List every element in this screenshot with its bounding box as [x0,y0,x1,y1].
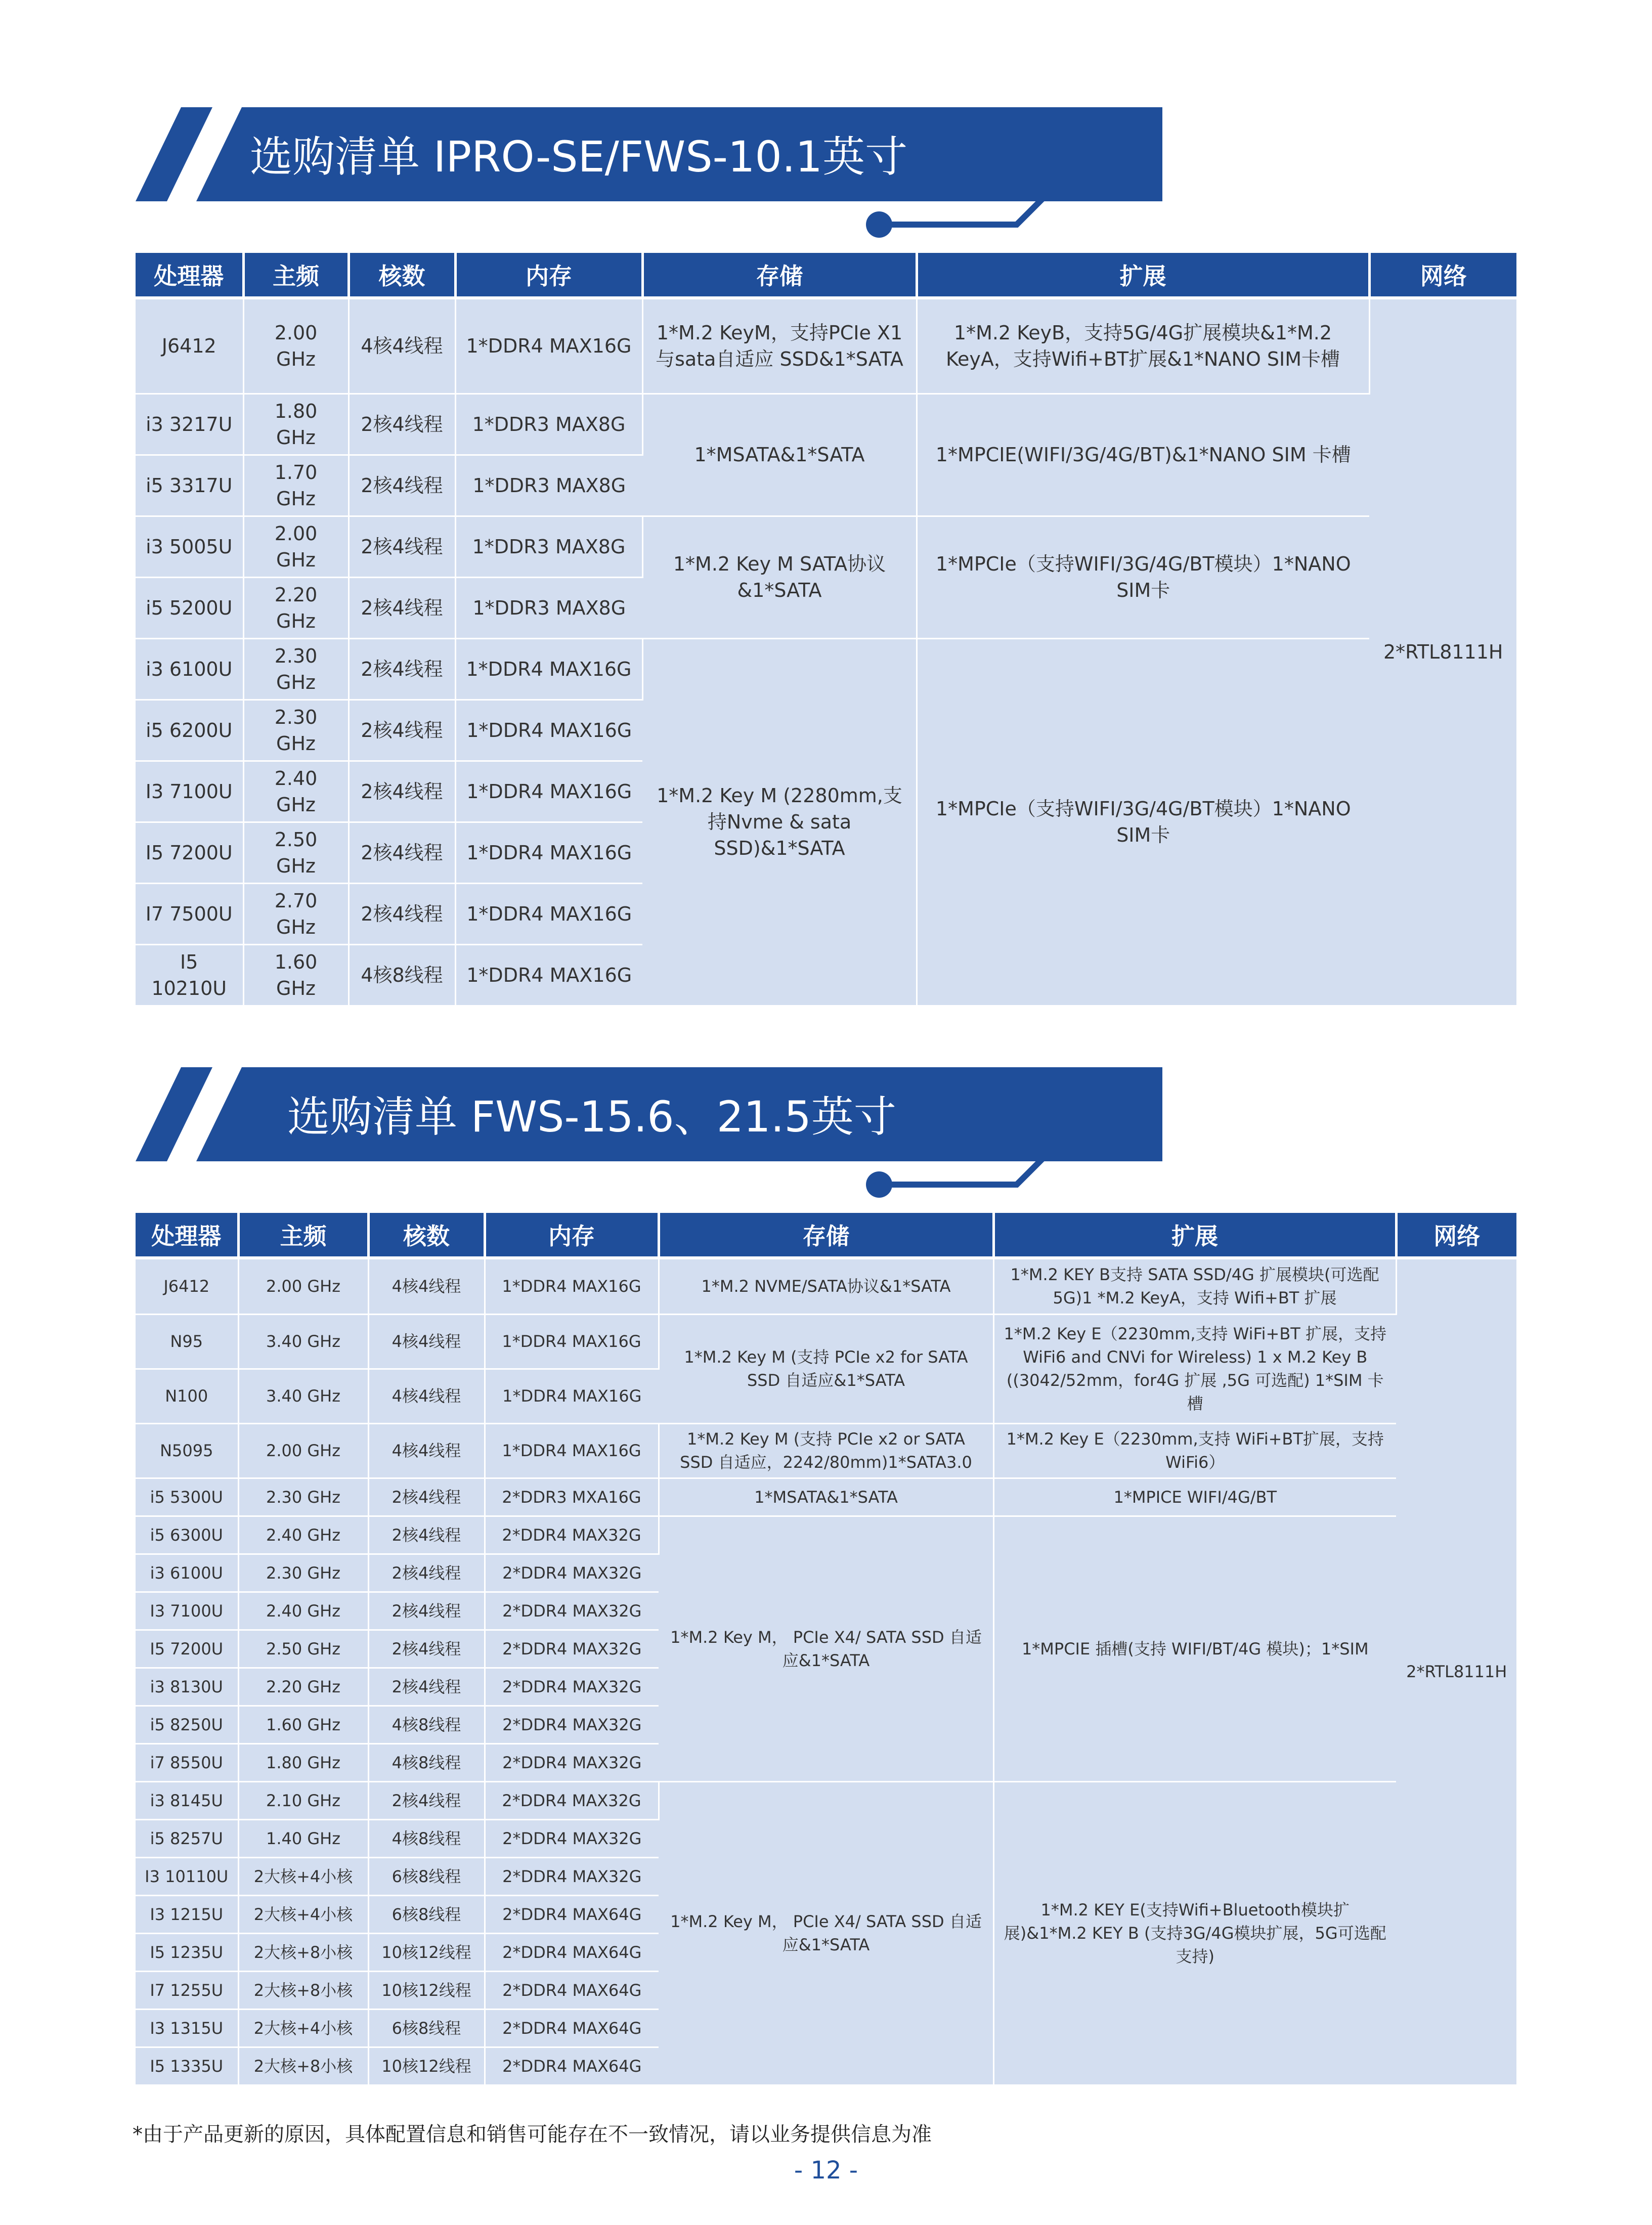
memory-cell: 1*DDR3 MAX8G [455,577,642,638]
header-memory: 内存 [455,253,642,296]
memory-cell: 2*DDR4 MAX64G [485,1933,659,1971]
storage-cell: 1*M.2 Key M (2280mm,支持Nvme & sata SSD)&1*SATA [642,638,917,1006]
cpu-cell: i3 3217U [136,394,243,455]
memory-cell: 1*DDR4 MAX16G [485,1369,659,1423]
memory-cell: 1*DDR4 MAX16G [485,1314,659,1369]
memory-cell: 2*DDR4 MAX32G [485,1554,659,1592]
cores-cell: 2核4线程 [368,1630,485,1668]
frequency-cell: 2.20 GHz [243,577,349,638]
frequency-cell: 2.40 GHz [243,761,349,822]
expansion-cell: 1*M.2 KEY E(支持Wifi+Bluetooth模块扩展)&1*M.2 KEY B (支持3G/4G模块扩展，5G可选配支持) [993,1781,1396,2085]
table-row [136,1423,1516,1478]
memory-cell: 2*DDR3 MXA16G [485,1478,659,1516]
table-row [136,1259,1516,1314]
cores-cell: 6核8线程 [368,1895,485,1933]
table-header-row [136,1213,1516,1256]
cpu-cell: i3 8145U [136,1781,238,1819]
memory-cell: 1*DDR4 MAX16G [455,761,642,822]
memory-cell: 1*DDR4 MAX16G [455,944,642,1006]
cores-cell: 2核4线程 [349,761,455,822]
header-cpu: 处理器 [136,253,243,296]
header-expansion: 扩展 [993,1213,1396,1256]
header-memory: 内存 [485,1213,659,1256]
frequency-cell: 2.40 GHz [238,1516,368,1554]
frequency-cell: 2.00 GHz [238,1259,368,1314]
memory-cell: 1*DDR4 MAX16G [455,299,642,394]
header-expansion: 扩展 [917,253,1369,296]
frequency-cell: 2.00 GHz [238,1423,368,1478]
table-row [136,638,1516,700]
footnote: *由于产品更新的原因，具体配置信息和销售可能存在不一致情况，请以业务提供信息为准 [133,2123,932,2146]
section1-title: 选购清单 IPRO-SE/FWS-10.1英寸 [250,132,907,182]
expansion-cell: 1*M.2 KEY B支持 SATA SSD/4G 扩展模块(可选配5G)1 *M.2 KeyA，支持 Wifi+BT 扩展 [993,1259,1396,1314]
cpu-cell: i5 5200U [136,577,243,638]
memory-cell: 1*DDR3 MAX8G [455,516,642,577]
expansion-cell: 1*MPCIe（支持WIFI/3G/4G/BT模块）1*NANO SIM卡 [917,516,1369,638]
storage-cell: 1*MSATA&1*SATA [642,394,917,516]
frequency-cell: 2大核+8小核 [238,2047,368,2085]
cores-cell: 2核4线程 [368,1668,485,1706]
header-frequency: 主频 [238,1213,368,1256]
section2-table [136,1213,1516,2086]
cores-cell: 2核4线程 [368,1554,485,1592]
storage-cell: 1*M.2 Key M (支持 PCIe x2 for SATA SSD 自适应&1*SATA [659,1314,993,1423]
memory-cell: 2*DDR4 MAX64G [485,1971,659,2009]
memory-cell: 1*DDR4 MAX16G [455,700,642,761]
cores-cell: 10核12线程 [368,1971,485,2009]
header-storage: 存储 [642,253,917,296]
header-cores: 核数 [368,1213,485,1256]
memory-cell: 2*DDR4 MAX32G [485,1819,659,1857]
memory-cell: 2*DDR4 MAX64G [485,2047,659,2085]
table-row [136,516,1516,577]
cores-cell: 4核8线程 [349,944,455,1006]
expansion-cell: 1*MPCIE(WIFI/3G/4G/BT)&1*NANO SIM 卡槽 [917,394,1369,516]
cores-cell: 10核12线程 [368,1933,485,1971]
cores-cell: 2核4线程 [368,1478,485,1516]
memory-cell: 2*DDR4 MAX32G [485,1516,659,1554]
expansion-cell: 1*MPICE WIFI/4G/BT [993,1478,1396,1516]
frequency-cell: 2大核+8小核 [238,1933,368,1971]
cpu-cell: i5 8250U [136,1706,238,1743]
cores-cell: 4核4线程 [368,1259,485,1314]
frequency-cell: 1.80 GHz [238,1743,368,1781]
page-number: - 12 - [794,2156,858,2185]
frequency-cell: 2.50 GHz [243,822,349,883]
cpu-cell: i3 8130U [136,1668,238,1706]
memory-cell: 2*DDR4 MAX64G [485,2009,659,2047]
storage-cell: 1*M.2 NVME/SATA协议&1*SATA [659,1259,993,1314]
table-row [136,1516,1516,1554]
cores-cell: 2核4线程 [349,455,455,516]
frequency-cell: 3.40 GHz [238,1369,368,1423]
cpu-cell: I5 1335U [136,2047,238,2085]
network-cell: 2*RTL8111H [1369,299,1516,1006]
frequency-cell: 2.30 GHz [238,1554,368,1592]
cores-cell: 2核4线程 [349,394,455,455]
cpu-cell: i5 3317U [136,455,243,516]
cpu-cell: N5095 [136,1423,238,1478]
header-cpu: 处理器 [136,1213,238,1256]
frequency-cell: 1.60 GHz [238,1706,368,1743]
cpu-cell: i3 5005U [136,516,243,577]
header-network: 网络 [1396,1213,1516,1256]
memory-cell: 2*DDR4 MAX32G [485,1781,659,1819]
cores-cell: 4核8线程 [368,1743,485,1781]
frequency-cell: 2.70 GHz [243,883,349,944]
cpu-cell: I7 7500U [136,883,243,944]
memory-cell: 1*DDR4 MAX16G [485,1259,659,1314]
cpu-cell: J6412 [136,299,243,394]
cpu-cell: J6412 [136,1259,238,1314]
storage-cell: 1*MSATA&1*SATA [659,1478,993,1516]
memory-cell: 2*DDR4 MAX64G [485,1895,659,1933]
cores-cell: 2核4线程 [349,883,455,944]
cores-cell: 2核4线程 [368,1781,485,1819]
table-row [136,299,1516,394]
cores-cell: 2核4线程 [368,1516,485,1554]
section1-table [136,253,1516,1007]
header-frequency: 主频 [243,253,349,296]
cores-cell: 6核8线程 [368,2009,485,2047]
memory-cell: 1*DDR3 MAX8G [455,394,642,455]
section2-title: 选购清单 FWS-15.6、21.5英寸 [287,1092,896,1142]
frequency-cell: 1.40 GHz [238,1819,368,1857]
storage-cell: 1*M.2 Key M， PCIe X4/ SATA SSD 自适应&1*SATA [659,1781,993,2085]
memory-cell: 2*DDR4 MAX32G [485,1706,659,1743]
memory-cell: 2*DDR4 MAX32G [485,1857,659,1895]
table-header-row [136,253,1516,296]
cpu-cell: i5 6200U [136,700,243,761]
cpu-cell: I5 7200U [136,822,243,883]
storage-cell: 1*M.2 Key M (支持 PCIe x2 or SATA SSD 自适应，2242/80mm)1*SATA3.0 [659,1423,993,1478]
cores-cell: 4核8线程 [368,1706,485,1743]
memory-cell: 1*DDR3 MAX8G [455,455,642,516]
cores-cell: 2核4线程 [349,822,455,883]
cpu-cell: I5 1235U [136,1933,238,1971]
frequency-cell: 2.00 GHz [243,299,349,394]
table-row [136,1314,1516,1369]
storage-cell: 1*M.2 Key M， PCIe X4/ SATA SSD 自适应&1*SATA [659,1516,993,1781]
table-row [136,394,1516,455]
expansion-cell: 1*MPCIE 插槽(支持 WIFI/BT/4G 模块)；1*SIM [993,1516,1396,1781]
memory-cell: 2*DDR4 MAX32G [485,1592,659,1630]
header-cores: 核数 [349,253,455,296]
memory-cell: 1*DDR4 MAX16G [455,883,642,944]
cores-cell: 10核12线程 [368,2047,485,2085]
cpu-cell: i5 8257U [136,1819,238,1857]
cores-cell: 4核4线程 [368,1423,485,1478]
memory-cell: 2*DDR4 MAX32G [485,1630,659,1668]
cpu-cell: I7 1255U [136,1971,238,2009]
frequency-cell: 1.60 GHz [243,944,349,1006]
frequency-cell: 2.10 GHz [238,1781,368,1819]
storage-cell: 1*M.2 KeyM，支持PCIe X1与sata自适应 SSD&1*SATA [642,299,917,394]
cpu-cell: N100 [136,1369,238,1423]
memory-cell: 1*DDR4 MAX16G [455,822,642,883]
cores-cell: 2核4线程 [349,577,455,638]
cores-cell: 4核4线程 [349,299,455,394]
header-storage: 存储 [659,1213,993,1256]
memory-cell: 1*DDR4 MAX16G [455,638,642,700]
cpu-cell: I3 7100U [136,761,243,822]
expansion-cell: 1*M.2 Key E（2230mm,支持 WiFi+BT 扩展，支持WiFi6 and CNVi for Wireless) 1 x M.2 Key B ((3042/52mm，for4G 扩展 ,5G 可选配) 1*SIM 卡槽 [993,1314,1396,1423]
frequency-cell: 3.40 GHz [238,1314,368,1369]
storage-cell: 1*M.2 Key M SATA协议&1*SATA [642,516,917,638]
cpu-cell: I3 1315U [136,2009,238,2047]
frequency-cell: 2.30 GHz [243,638,349,700]
cores-cell: 2核4线程 [349,700,455,761]
frequency-cell: 2大核+4小核 [238,1895,368,1933]
cpu-cell: i5 5300U [136,1478,238,1516]
cpu-cell: I3 10110U [136,1857,238,1895]
cpu-cell: i3 6100U [136,638,243,700]
frequency-cell: 2.20 GHz [238,1668,368,1706]
cores-cell: 6核8线程 [368,1857,485,1895]
memory-cell: 2*DDR4 MAX32G [485,1743,659,1781]
cores-cell: 4核8线程 [368,1819,485,1857]
frequency-cell: 1.70 GHz [243,455,349,516]
cores-cell: 4核4线程 [368,1369,485,1423]
header-network: 网络 [1369,253,1516,296]
cpu-cell: I5 10210U [136,944,243,1006]
cores-cell: 2核4线程 [349,516,455,577]
cpu-cell: I5 7200U [136,1630,238,1668]
table-row [136,1478,1516,1516]
cores-cell: 2核4线程 [368,1592,485,1630]
expansion-cell: 1*M.2 Key E（2230mm,支持 WiFi+BT扩展，支持WiFi6） [993,1423,1396,1478]
table-row [136,1781,1516,1819]
cores-cell: 4核4线程 [368,1314,485,1369]
frequency-cell: 2.40 GHz [238,1592,368,1630]
memory-cell: 1*DDR4 MAX16G [485,1423,659,1478]
cpu-cell: i7 8550U [136,1743,238,1781]
frequency-cell: 2.50 GHz [238,1630,368,1668]
memory-cell: 2*DDR4 MAX32G [485,1668,659,1706]
expansion-cell: 1*MPCIe（支持WIFI/3G/4G/BT模块）1*NANO SIM卡 [917,638,1369,1006]
network-cell: 2*RTL8111H [1396,1259,1516,2085]
cpu-cell: i3 6100U [136,1554,238,1592]
frequency-cell: 2大核+4小核 [238,1857,368,1895]
cpu-cell: i5 6300U [136,1516,238,1554]
frequency-cell: 2.30 GHz [243,700,349,761]
cpu-cell: N95 [136,1314,238,1369]
frequency-cell: 2.00 GHz [243,516,349,577]
cpu-cell: I3 1215U [136,1895,238,1933]
frequency-cell: 2.30 GHz [238,1478,368,1516]
frequency-cell: 2大核+4小核 [238,2009,368,2047]
cpu-cell: I3 7100U [136,1592,238,1630]
expansion-cell: 1*M.2 KeyB，支持5G/4G扩展模块&1*M.2 KeyA，支持Wifi+BT扩展&1*NANO SIM卡槽 [917,299,1369,394]
frequency-cell: 1.80 GHz [243,394,349,455]
cores-cell: 2核4线程 [349,638,455,700]
frequency-cell: 2大核+8小核 [238,1971,368,2009]
